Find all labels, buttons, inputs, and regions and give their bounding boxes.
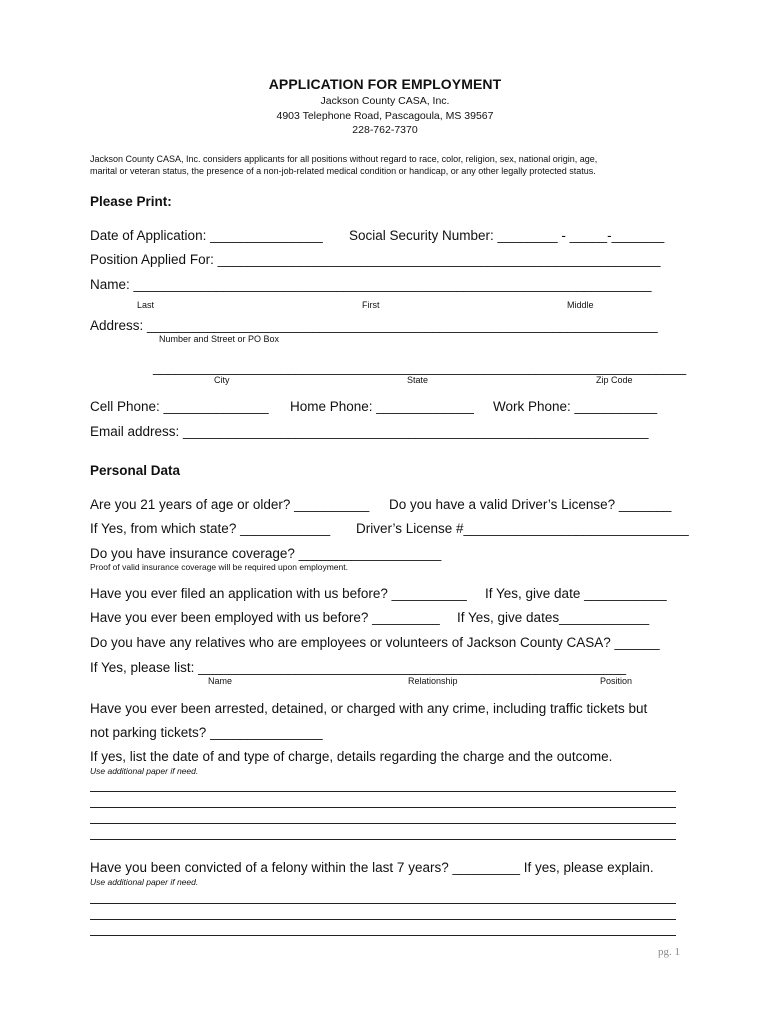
form-title: APPLICATION FOR EMPLOYMENT <box>268 76 502 92</box>
relative-name-label: Name <box>208 676 233 686</box>
org-name: Jackson County CASA, Inc. <box>320 95 450 107</box>
charge-details-prompt: If yes, list the date of and type of charge, details regarding the charge and the outcome. <box>90 749 613 764</box>
name-middle-label: Middle <box>567 300 594 310</box>
filed-before-question[interactable]: Have you ever filed an application with us before? __________ <box>90 586 467 601</box>
relative-position-label: Position <box>600 676 633 686</box>
felony-explain-line-3[interactable] <box>90 935 676 936</box>
disclaimer-line-1: Jackson County CASA, Inc. considers applicants for all positions without regard to race, color, religion, sex, national origin, age, <box>90 154 598 164</box>
cell-phone-field[interactable]: Cell Phone: ______________ <box>90 399 269 414</box>
license-number-field[interactable]: Driver’s License #______________________________ <box>356 521 689 536</box>
please-print-heading: Please Print: <box>90 194 172 209</box>
page-number: pg. 1 <box>658 946 680 958</box>
insurance-question[interactable]: Do you have insurance coverage? ___________________ <box>90 546 442 561</box>
filed-date-field[interactable]: If Yes, give date ___________ <box>485 586 667 601</box>
city-label: City <box>214 375 230 385</box>
use-additional-paper-note-2: Use additional paper if need. <box>90 877 199 887</box>
felony-explain-line-1[interactable] <box>90 903 676 904</box>
date-of-application-field[interactable]: Date of Application: _______________ <box>90 228 323 243</box>
charge-details-line-4[interactable] <box>90 839 676 840</box>
address-street-label: Number and Street or PO Box <box>159 334 280 344</box>
use-additional-paper-note: Use additional paper if need. <box>90 766 199 776</box>
name-last-label: Last <box>137 300 155 310</box>
ssn-field[interactable]: Social Security Number: ________ - _____-_______ <box>349 228 665 243</box>
work-phone-field[interactable]: Work Phone: ___________ <box>493 399 658 414</box>
email-field[interactable]: Email address: ______________________________________________________________ <box>90 424 649 439</box>
home-phone-field[interactable]: Home Phone: _____________ <box>290 399 474 414</box>
zip-label: Zip Code <box>596 375 633 385</box>
org-phone: 228-762-7370 <box>352 124 418 136</box>
age-question[interactable]: Are you 21 years of age or older? __________ <box>90 497 370 512</box>
name-field[interactable]: Name: _____________________________________________________________________ <box>90 277 652 292</box>
address-field[interactable]: Address: ____________________________________________________________________ <box>90 318 658 333</box>
employed-before-question[interactable]: Have you ever been employed with us before? _________ <box>90 610 440 625</box>
address-line-2-field[interactable]: _______________________________________________________________________ <box>153 360 687 375</box>
arrested-question-line-1: Have you ever been arrested, detained, or charged with any crime, including traffic tickets but <box>90 701 648 716</box>
license-state-field[interactable]: If Yes, from which state? ____________ <box>90 521 331 536</box>
org-address: 4903 Telephone Road, Pascagoula, MS 39567 <box>276 110 494 122</box>
relative-relationship-label: Relationship <box>408 676 458 686</box>
charge-details-line-2[interactable] <box>90 807 676 808</box>
state-label: State <box>407 375 429 385</box>
insurance-note: Proof of valid insurance coverage will be required upon employment. <box>90 562 348 572</box>
relatives-question[interactable]: Do you have any relatives who are employees or volunteers of Jackson County CASA? ______ <box>90 635 660 650</box>
employed-dates-field[interactable]: If Yes, give dates____________ <box>457 610 650 625</box>
charge-details-line-1[interactable] <box>90 791 676 792</box>
arrested-question-line-2[interactable]: not parking tickets? _______________ <box>90 725 323 740</box>
disclaimer-line-2: marital or veteran status, the presence of a non-job-related medical condition or handicap, or any other legally protected status. <box>90 166 596 176</box>
name-first-label: First <box>362 300 380 310</box>
license-question[interactable]: Do you have a valid Driver’s License? _______ <box>389 497 672 512</box>
personal-data-heading: Personal Data <box>90 463 181 478</box>
felony-question[interactable]: Have you been convicted of a felony within the last 7 years? _________ If yes, please explain. <box>90 860 654 875</box>
position-applied-field[interactable]: Position Applied For: ___________________________________________________________ <box>90 252 661 267</box>
felony-explain-line-2[interactable] <box>90 919 676 920</box>
charge-details-line-3[interactable] <box>90 823 676 824</box>
relatives-list-field[interactable]: If Yes, please list: _________________________________________________________ <box>90 660 627 675</box>
